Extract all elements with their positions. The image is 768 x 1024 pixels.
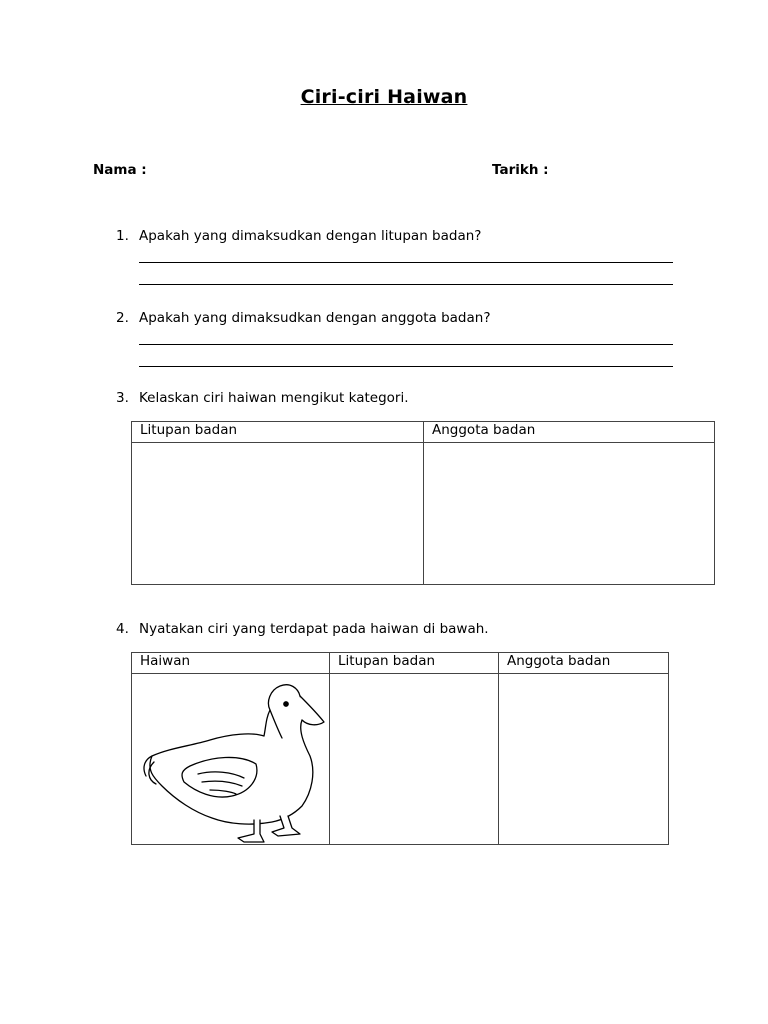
animal-header-limbs: Anggota badan [499, 653, 669, 674]
question-3-text: Kelaskan ciri haiwan mengikut kategori. [139, 390, 409, 406]
question-2-text: Apakah yang dimaksudkan dengan anggota badan? [139, 310, 491, 326]
classify-table [131, 421, 715, 585]
question-3-number: 3. [116, 390, 129, 406]
question-4-number: 4. [116, 621, 129, 637]
animal-header-covering: Litupan badan [330, 653, 499, 674]
page-title: Ciri-ciri Haiwan [300, 86, 468, 108]
answer-line-2a[interactable] [139, 344, 673, 345]
question-1-text: Apakah yang dimaksudkan dengan litupan badan? [139, 228, 482, 244]
animal-table [131, 652, 669, 845]
question-1-number: 1. [116, 228, 129, 244]
duck-icon [132, 674, 329, 844]
answer-line-1a[interactable] [139, 262, 673, 263]
animal-cell-covering[interactable] [330, 674, 499, 845]
classify-header-covering: Litupan badan [132, 422, 424, 443]
date-label: Tarikh : [492, 162, 549, 178]
question-2-number: 2. [116, 310, 129, 326]
classify-cell-covering[interactable] [132, 443, 424, 585]
animal-cell-limbs[interactable] [499, 674, 669, 845]
answer-line-1b[interactable] [139, 284, 673, 285]
animal-header-animal: Haiwan [132, 653, 330, 674]
classify-cell-limbs[interactable] [424, 443, 715, 585]
animal-cell-image [132, 674, 330, 845]
answer-line-2b[interactable] [139, 366, 673, 367]
classify-header-limbs: Anggota badan [424, 422, 715, 443]
question-4-text: Nyatakan ciri yang terdapat pada haiwan di bawah. [139, 621, 489, 637]
name-label: Nama : [93, 162, 147, 178]
